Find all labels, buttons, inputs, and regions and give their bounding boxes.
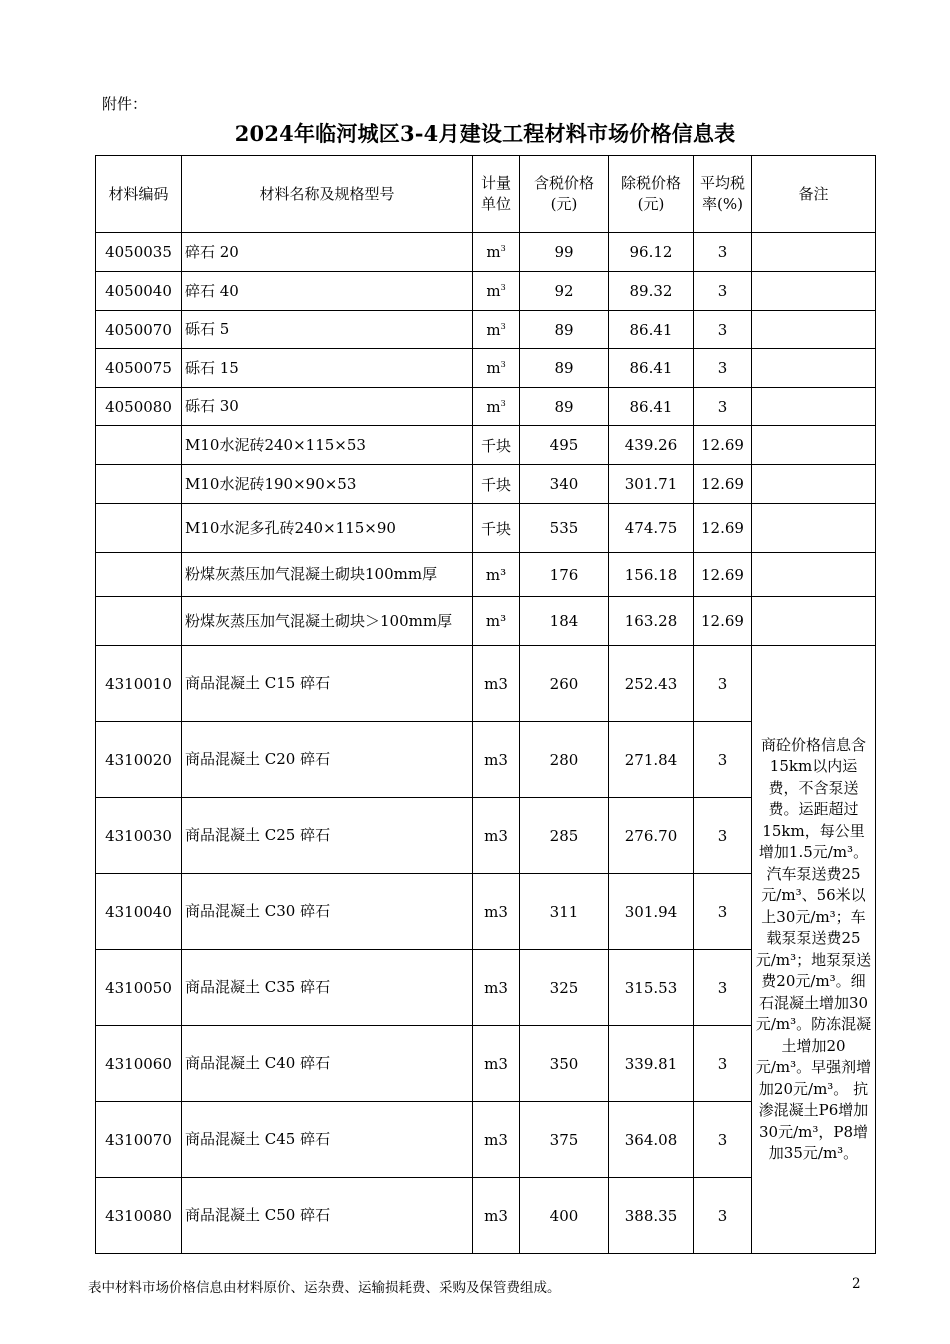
cell-code: 4050075: [96, 349, 182, 388]
cell-price-notax: 439.26: [609, 426, 694, 465]
unit-superscript: 3: [500, 360, 506, 369]
cell-price-notax: 96.12: [609, 233, 694, 272]
cell-tax-rate: 3: [694, 874, 752, 950]
cell-name: M10水泥多孔砖240×115×90: [182, 504, 473, 553]
cell-tax-rate: 12.69: [694, 553, 752, 597]
table-row: [96, 272, 876, 311]
cell-price-notax: 86.41: [609, 388, 694, 426]
cell-note: [752, 272, 876, 311]
cell-name: 商品混凝土 C15 碎石: [182, 646, 473, 722]
cell-unit: [473, 465, 520, 504]
cell-unit: [473, 553, 520, 597]
cell-code: 4310010: [96, 646, 182, 722]
cell-price-tax: 285: [520, 798, 609, 874]
cell-code: 4310030: [96, 798, 182, 874]
cell-code: 4310060: [96, 1026, 182, 1102]
cell-name: 商品混凝土 C30 碎石: [182, 874, 473, 950]
unit-text: m³: [485, 612, 507, 630]
cell-unit: [473, 311, 520, 349]
unit-text: m: [486, 282, 501, 300]
cell-tax-rate: 12.69: [694, 597, 752, 646]
header-code: 材料编码: [96, 156, 182, 233]
unit-text: m: [486, 359, 501, 377]
cell-name: 砾石 5: [182, 311, 473, 349]
unit-text: m: [486, 243, 501, 261]
unit-text: m3: [484, 1054, 508, 1073]
cell-code: 4310040: [96, 874, 182, 950]
cell-unit: [473, 1102, 520, 1178]
cell-unit: [473, 646, 520, 722]
unit-superscript: 3: [500, 244, 506, 253]
cell-code: [96, 465, 182, 504]
cell-name: 粉煤灰蒸压加气混凝土砌块100mm厚: [182, 553, 473, 597]
cell-name: 碎石 40: [182, 272, 473, 311]
cell-price-notax: 276.70: [609, 798, 694, 874]
cell-price-notax: 301.94: [609, 874, 694, 950]
table-header-row: [96, 156, 876, 233]
cell-price-notax: 301.71: [609, 465, 694, 504]
cell-unit: [473, 272, 520, 311]
unit-text: m3: [484, 826, 508, 845]
cell-unit: [473, 388, 520, 426]
cell-note: [752, 311, 876, 349]
cell-tax-rate: 3: [694, 349, 752, 388]
cell-name: 商品混凝土 C20 碎石: [182, 722, 473, 798]
table-row: [96, 233, 876, 272]
cell-name: 商品混凝土 C50 碎石: [182, 1178, 473, 1254]
footer-note: 表中材料市场价格信息由材料原价、运杂费、运输损耗费、采购及保管费组成。: [88, 1280, 561, 1296]
cell-price-tax: 89: [520, 388, 609, 426]
table-row: [96, 388, 876, 426]
cell-tax-rate: 3: [694, 646, 752, 722]
cell-tax-rate: 3: [694, 1026, 752, 1102]
cell-price-tax: 176: [520, 553, 609, 597]
cell-tax-rate: 3: [694, 722, 752, 798]
cell-code: 4310050: [96, 950, 182, 1026]
cell-name: 商品混凝土 C45 碎石: [182, 1102, 473, 1178]
unit-text: m3: [484, 902, 508, 921]
cell-name: 商品混凝土 C40 碎石: [182, 1026, 473, 1102]
cell-name: 商品混凝土 C35 碎石: [182, 950, 473, 1026]
cell-code: 4310020: [96, 722, 182, 798]
cell-code: [96, 504, 182, 553]
cell-unit: [473, 233, 520, 272]
cell-price-tax: 375: [520, 1102, 609, 1178]
cell-note: [752, 388, 876, 426]
cell-unit: [473, 1178, 520, 1254]
cell-code: 4050080: [96, 388, 182, 426]
cell-tax-rate: 12.69: [694, 465, 752, 504]
cell-tax-rate: 3: [694, 311, 752, 349]
unit-text: m: [486, 320, 501, 339]
cell-code: [96, 553, 182, 597]
cell-price-notax: 315.53: [609, 950, 694, 1026]
cell-note: [752, 426, 876, 465]
cell-price-tax: 92: [520, 272, 609, 311]
unit-superscript: 3: [500, 321, 506, 331]
page-number: 2: [852, 1276, 861, 1292]
cell-code: 4310070: [96, 1102, 182, 1178]
cell-unit: [473, 504, 520, 553]
cell-name: 碎石 20: [182, 233, 473, 272]
page-title: 2024年临河城区3-4月建设工程材料市场价格信息表: [234, 121, 736, 146]
price-table: [95, 155, 876, 1254]
unit-text: m: [486, 397, 501, 416]
cell-tax-rate: 3: [694, 272, 752, 311]
cell-price-notax: 271.84: [609, 722, 694, 798]
cell-note: [752, 349, 876, 388]
cell-tax-rate: 3: [694, 950, 752, 1026]
cell-name: 粉煤灰蒸压加气混凝土砌块＞100mm厚: [182, 597, 473, 646]
unit-text: 千块: [480, 436, 511, 455]
cell-unit: [473, 950, 520, 1026]
cell-note: [752, 553, 876, 597]
unit-text: 千块: [480, 519, 511, 538]
cell-price-tax: 99: [520, 233, 609, 272]
cell-code: [96, 426, 182, 465]
cell-price-tax: 350: [520, 1026, 609, 1102]
cell-price-notax: 86.41: [609, 349, 694, 388]
cell-note: [752, 465, 876, 504]
cell-price-tax: 89: [520, 311, 609, 349]
cell-price-notax: 89.32: [609, 272, 694, 311]
cell-price-notax: 388.35: [609, 1178, 694, 1254]
table-row: [96, 465, 876, 504]
cell-unit: [473, 874, 520, 950]
cell-tax-rate: 3: [694, 798, 752, 874]
table-row: [96, 426, 876, 465]
unit-superscript: 3: [500, 283, 506, 292]
attachment-label: 附件：: [102, 95, 148, 113]
cell-unit: [473, 426, 520, 465]
cell-price-tax: 184: [520, 597, 609, 646]
cell-note: [752, 597, 876, 646]
unit-text: m3: [484, 1130, 508, 1149]
cell-unit: [473, 722, 520, 798]
header-price-notax: 除税价格(元): [609, 156, 694, 233]
concrete-note: 商砼价格信息含15km以内运费，不含泵送费。运距超过15km，每公里增加1.5元/m³。汽车泵送费25元/m³、56米以上30元/m³；车载泵泵送费25元/m³；地泵泵送费20元/m³。细石混凝土增加30元/m³。防冻混凝土增加20元/m³。早强剂增加20元/m³。 抗渗混凝土P6增加30元/m³，P8增加35元/m³。: [752, 646, 876, 1254]
cell-price-notax: 339.81: [609, 1026, 694, 1102]
cell-price-tax: 400: [520, 1178, 609, 1254]
cell-tax-rate: 3: [694, 1178, 752, 1254]
cell-price-tax: 325: [520, 950, 609, 1026]
cell-tax-rate: 12.69: [694, 426, 752, 465]
cell-price-notax: 156.18: [609, 553, 694, 597]
unit-superscript: 3: [500, 398, 506, 408]
cell-name: M10水泥砖240×115×53: [182, 426, 473, 465]
cell-price-tax: 340: [520, 465, 609, 504]
cell-name: 砾石 15: [182, 349, 473, 388]
cell-price-tax: 89: [520, 349, 609, 388]
cell-price-tax: 311: [520, 874, 609, 950]
table-row: [96, 597, 876, 646]
cell-note: [752, 504, 876, 553]
cell-name: 砾石 30: [182, 388, 473, 426]
unit-text: m3: [484, 674, 508, 693]
cell-code: 4050035: [96, 233, 182, 272]
header-note: 备注: [752, 156, 876, 233]
cell-price-tax: 260: [520, 646, 609, 722]
table-row: [96, 504, 876, 553]
unit-text: m3: [484, 750, 508, 769]
cell-price-notax: 163.28: [609, 597, 694, 646]
cell-tax-rate: 3: [694, 233, 752, 272]
cell-price-notax: 474.75: [609, 504, 694, 553]
cell-code: 4050070: [96, 311, 182, 349]
unit-text: m³: [485, 565, 507, 584]
cell-tax-rate: 12.69: [694, 504, 752, 553]
cell-note: [752, 233, 876, 272]
cell-tax-rate: 3: [694, 388, 752, 426]
cell-code: 4050040: [96, 272, 182, 311]
cell-unit: [473, 798, 520, 874]
header-price-tax: 含税价格(元): [520, 156, 609, 233]
cell-unit: [473, 1026, 520, 1102]
cell-code: [96, 597, 182, 646]
table-row: [96, 349, 876, 388]
table-row: [96, 553, 876, 597]
cell-price-tax: 495: [520, 426, 609, 465]
cell-code: 4310080: [96, 1178, 182, 1254]
cell-price-tax: 280: [520, 722, 609, 798]
table-row: [96, 311, 876, 349]
header-name: 材料名称及规格型号: [182, 156, 473, 233]
cell-unit: [473, 349, 520, 388]
unit-text: 千块: [480, 475, 511, 494]
table-row: [96, 646, 876, 722]
header-tax-rate: 平均税率(%): [694, 156, 752, 233]
cell-price-notax: 364.08: [609, 1102, 694, 1178]
cell-tax-rate: 3: [694, 1102, 752, 1178]
cell-name: M10水泥砖190×90×53: [182, 465, 473, 504]
cell-price-tax: 535: [520, 504, 609, 553]
cell-price-notax: 86.41: [609, 311, 694, 349]
cell-unit: [473, 597, 520, 646]
cell-price-notax: 252.43: [609, 646, 694, 722]
unit-text: m3: [484, 1206, 508, 1225]
cell-name: 商品混凝土 C25 碎石: [182, 798, 473, 874]
unit-text: m3: [484, 978, 508, 997]
header-unit: 计量单位: [473, 156, 520, 233]
